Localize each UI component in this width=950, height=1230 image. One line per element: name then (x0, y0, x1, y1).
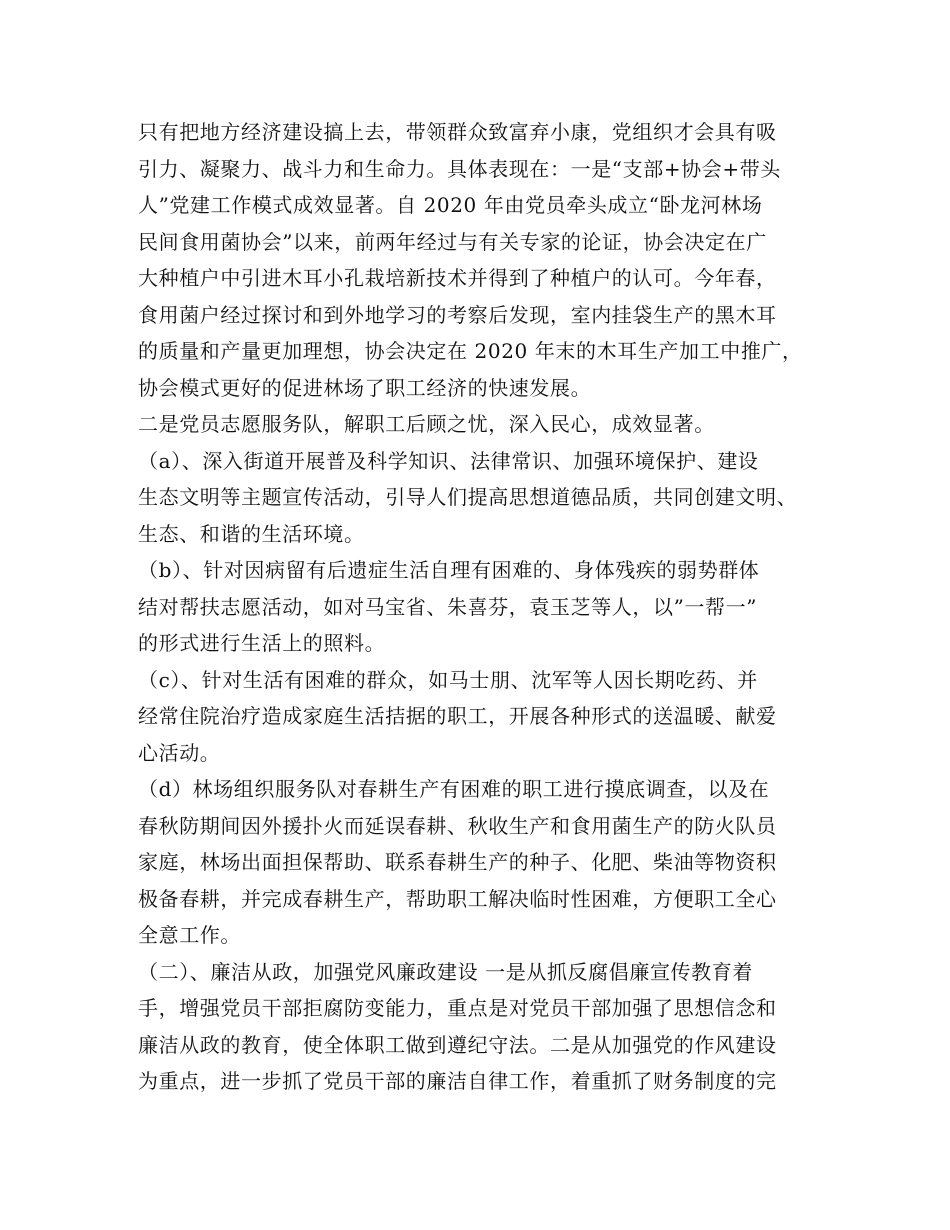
text-line: 家庭，林场出面担保帮助、联系春耕生产的种子、化肥、柴油等物资积 (138, 850, 777, 874)
text-line: 民间食用菌协会”以来，前两年经过与有关专家的论证，协会决定在广 (138, 229, 767, 254)
text-line: 只有把地方经济建设搞上去，带领群众致富弃小康，党组织才会具有吸 (138, 120, 777, 144)
text-line: （a）、深入街道开展普及科学知识、法律常识、加强环境保护、建设 (138, 448, 759, 473)
text-line: 食用菌户经过探讨和到外地学习的考察后发现，室内挂袋生产的黑木耳 (138, 302, 777, 327)
text-line: 人”党建工作模式成效显著。自 2020 年由党员牵头成立“卧龙河林场 (138, 193, 763, 217)
text-line: （c）、针对生活有困难的群众，如马士朋、沈军等人因长期吃药、并 (138, 667, 758, 692)
text-line: 春秋防期间因外援扑火而延误春耕、秋收生产和食用菌生产的防火队员 (138, 813, 777, 838)
text-line: 经常住院治疗造成家庭生活拮据的职工，开展各种形式的送温暖、献爱 (138, 704, 777, 728)
text-line: （b）、针对因病留有后遗症生活自理有困难的、身体残疾的弱势群体 (138, 558, 760, 582)
text-line: 生态文明等主题宣传活动，引导人们提高思想道德品质，共同创建文明、 (138, 485, 798, 509)
text-line: 的质量和产量更加理想，协会决定在 2020 年末的木耳生产加工中推广， (138, 339, 803, 363)
text-line: 极备春耕，并完成春耕生产，帮助职工解决临时性困难，方便职工全心 (138, 886, 777, 911)
text-line: 结对帮扶志愿活动，如对马宝省、朱喜芬，袁玉芝等人，以”一帮一” (138, 594, 758, 619)
text-line: 二是党员志愿服务队，解职工后顾之忧，深入民心，成效显著。 (138, 412, 715, 436)
text-line: （d）林场组织服务队对春耕生产有困难的职工进行摸底调查，以及在 (138, 777, 770, 801)
text-line: 大种植户中引进木耳小孔栽培新技术并得到了种植户的认可。今年春， (138, 266, 777, 290)
text-line: 手，增强党员干部拒腐防变能力，重点是对党员干部加强了思想信念和 (138, 996, 777, 1020)
text-line: 为重点，进一步抓了党员干部的廉洁自律工作，着重抓了财务制度的完 (138, 1069, 777, 1093)
text-line: （二）、廉洁从政，加强党风廉政建设 一是从抓反腐倡廉宣传教育着 (138, 959, 753, 984)
text-line: 的形式进行生活上的照料。 (138, 631, 386, 655)
document-body (138, 114, 818, 1100)
text-line: 心活动。 (138, 740, 221, 765)
text-line: 协会模式更好的促进林场了职工经济的快速发展。 (138, 375, 592, 400)
text-line: 引力、凝聚力、战斗力和生命力。具体表现在：一是“支部+协会+带头 (138, 156, 781, 181)
text-line: 生态、和谐的生活环境。 (138, 521, 365, 546)
text-line: 全意工作。 (138, 923, 241, 947)
text-line: 廉洁从政的教育，使全体职工做到遵纪守法。二是从加强党的作风建设 (138, 1032, 777, 1057)
